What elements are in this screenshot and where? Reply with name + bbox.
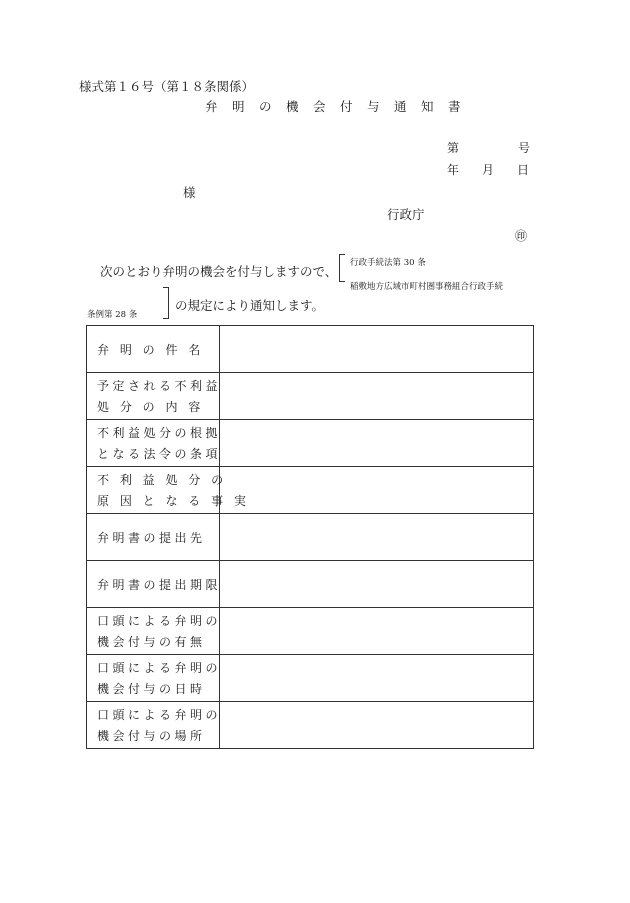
document-number-suffix: 号	[518, 141, 531, 155]
law-bracket-right	[163, 287, 169, 319]
law-option-2: 稲敷地方広域市町村圏事務組合行政手続	[350, 282, 504, 292]
row-label-line-1: 弁明書の提出先	[97, 530, 206, 545]
law-option-1: 行政手続法第 30 条	[350, 258, 426, 268]
row-value-cell[interactable]	[220, 561, 534, 608]
date-day-label: 日	[516, 163, 529, 177]
row-label-cell	[87, 373, 220, 420]
row-label-line-2: 原 因 と な る 事 実	[97, 494, 250, 508]
addressee-suffix: 様	[183, 185, 196, 200]
table-row	[87, 561, 534, 608]
date-line	[447, 161, 529, 178]
row-value-cell[interactable]	[220, 655, 534, 702]
row-label-cell	[87, 608, 220, 655]
row-label-line-1: 口頭による弁明の	[97, 661, 222, 675]
date-month-label: 月	[481, 163, 494, 177]
row-value-cell[interactable]	[220, 702, 534, 749]
row-label-cell	[87, 514, 220, 561]
table-row	[87, 467, 534, 514]
row-label-cell	[87, 326, 220, 373]
row-value-cell[interactable]	[220, 608, 534, 655]
row-label-line-2: となる法令の条項	[97, 447, 222, 461]
law-bracket-left	[339, 254, 345, 282]
row-label-cell	[87, 467, 250, 514]
intro-text: 次のとおり弁明の機会を付与しますので、	[100, 264, 338, 279]
agency-name: 行政庁	[387, 207, 425, 222]
row-value-cell[interactable]	[220, 467, 534, 514]
table-row	[87, 702, 534, 749]
row-label-line-1: 口頭による弁明の	[97, 708, 222, 722]
row-label-cell	[87, 702, 220, 749]
notice-table	[86, 325, 534, 749]
row-label-line-2: 処 分 の 内 容	[97, 400, 204, 414]
row-label-line-1: 弁明書の提出期限	[97, 577, 222, 592]
row-label-line-2: 機会付与の日時	[97, 682, 206, 696]
row-label-line-1: 不 利 益 処 分 の	[97, 473, 227, 487]
row-label-cell	[87, 420, 220, 467]
row-label-line-1: 弁 明 の 件 名	[97, 342, 204, 357]
table-row	[87, 655, 534, 702]
ordinance-article: 条例第 28 条	[87, 310, 138, 320]
table-row	[87, 373, 534, 420]
notice-text: の規定により通知します。	[175, 298, 325, 313]
row-label-line-1: 予定される不利益	[97, 379, 222, 393]
row-label-line-1: 不利益処分の根拠	[97, 426, 222, 440]
row-value-cell[interactable]	[220, 420, 534, 467]
row-label-cell	[87, 561, 220, 608]
row-label-line-2: 機会付与の有無	[97, 635, 206, 649]
row-label-line-2: 機会付与の場所	[97, 729, 206, 743]
document-number-label: 第	[447, 141, 460, 155]
row-label-cell	[87, 655, 220, 702]
row-value-cell[interactable]	[220, 373, 534, 420]
row-value-cell[interactable]	[220, 326, 534, 373]
table-row	[87, 420, 534, 467]
table-row	[87, 514, 534, 561]
date-year-label: 年	[447, 163, 460, 177]
row-label-line-1: 口頭による弁明の	[97, 614, 222, 628]
page-title: 弁 明 の 機 会 付 与 通 知 書	[205, 99, 462, 114]
table-row	[87, 326, 534, 373]
seal-mark: ㊞	[515, 229, 528, 243]
form-number: 様式第１６号（第１８条関係）	[79, 79, 255, 94]
table-row	[87, 608, 534, 655]
row-value-cell[interactable]	[220, 514, 534, 561]
